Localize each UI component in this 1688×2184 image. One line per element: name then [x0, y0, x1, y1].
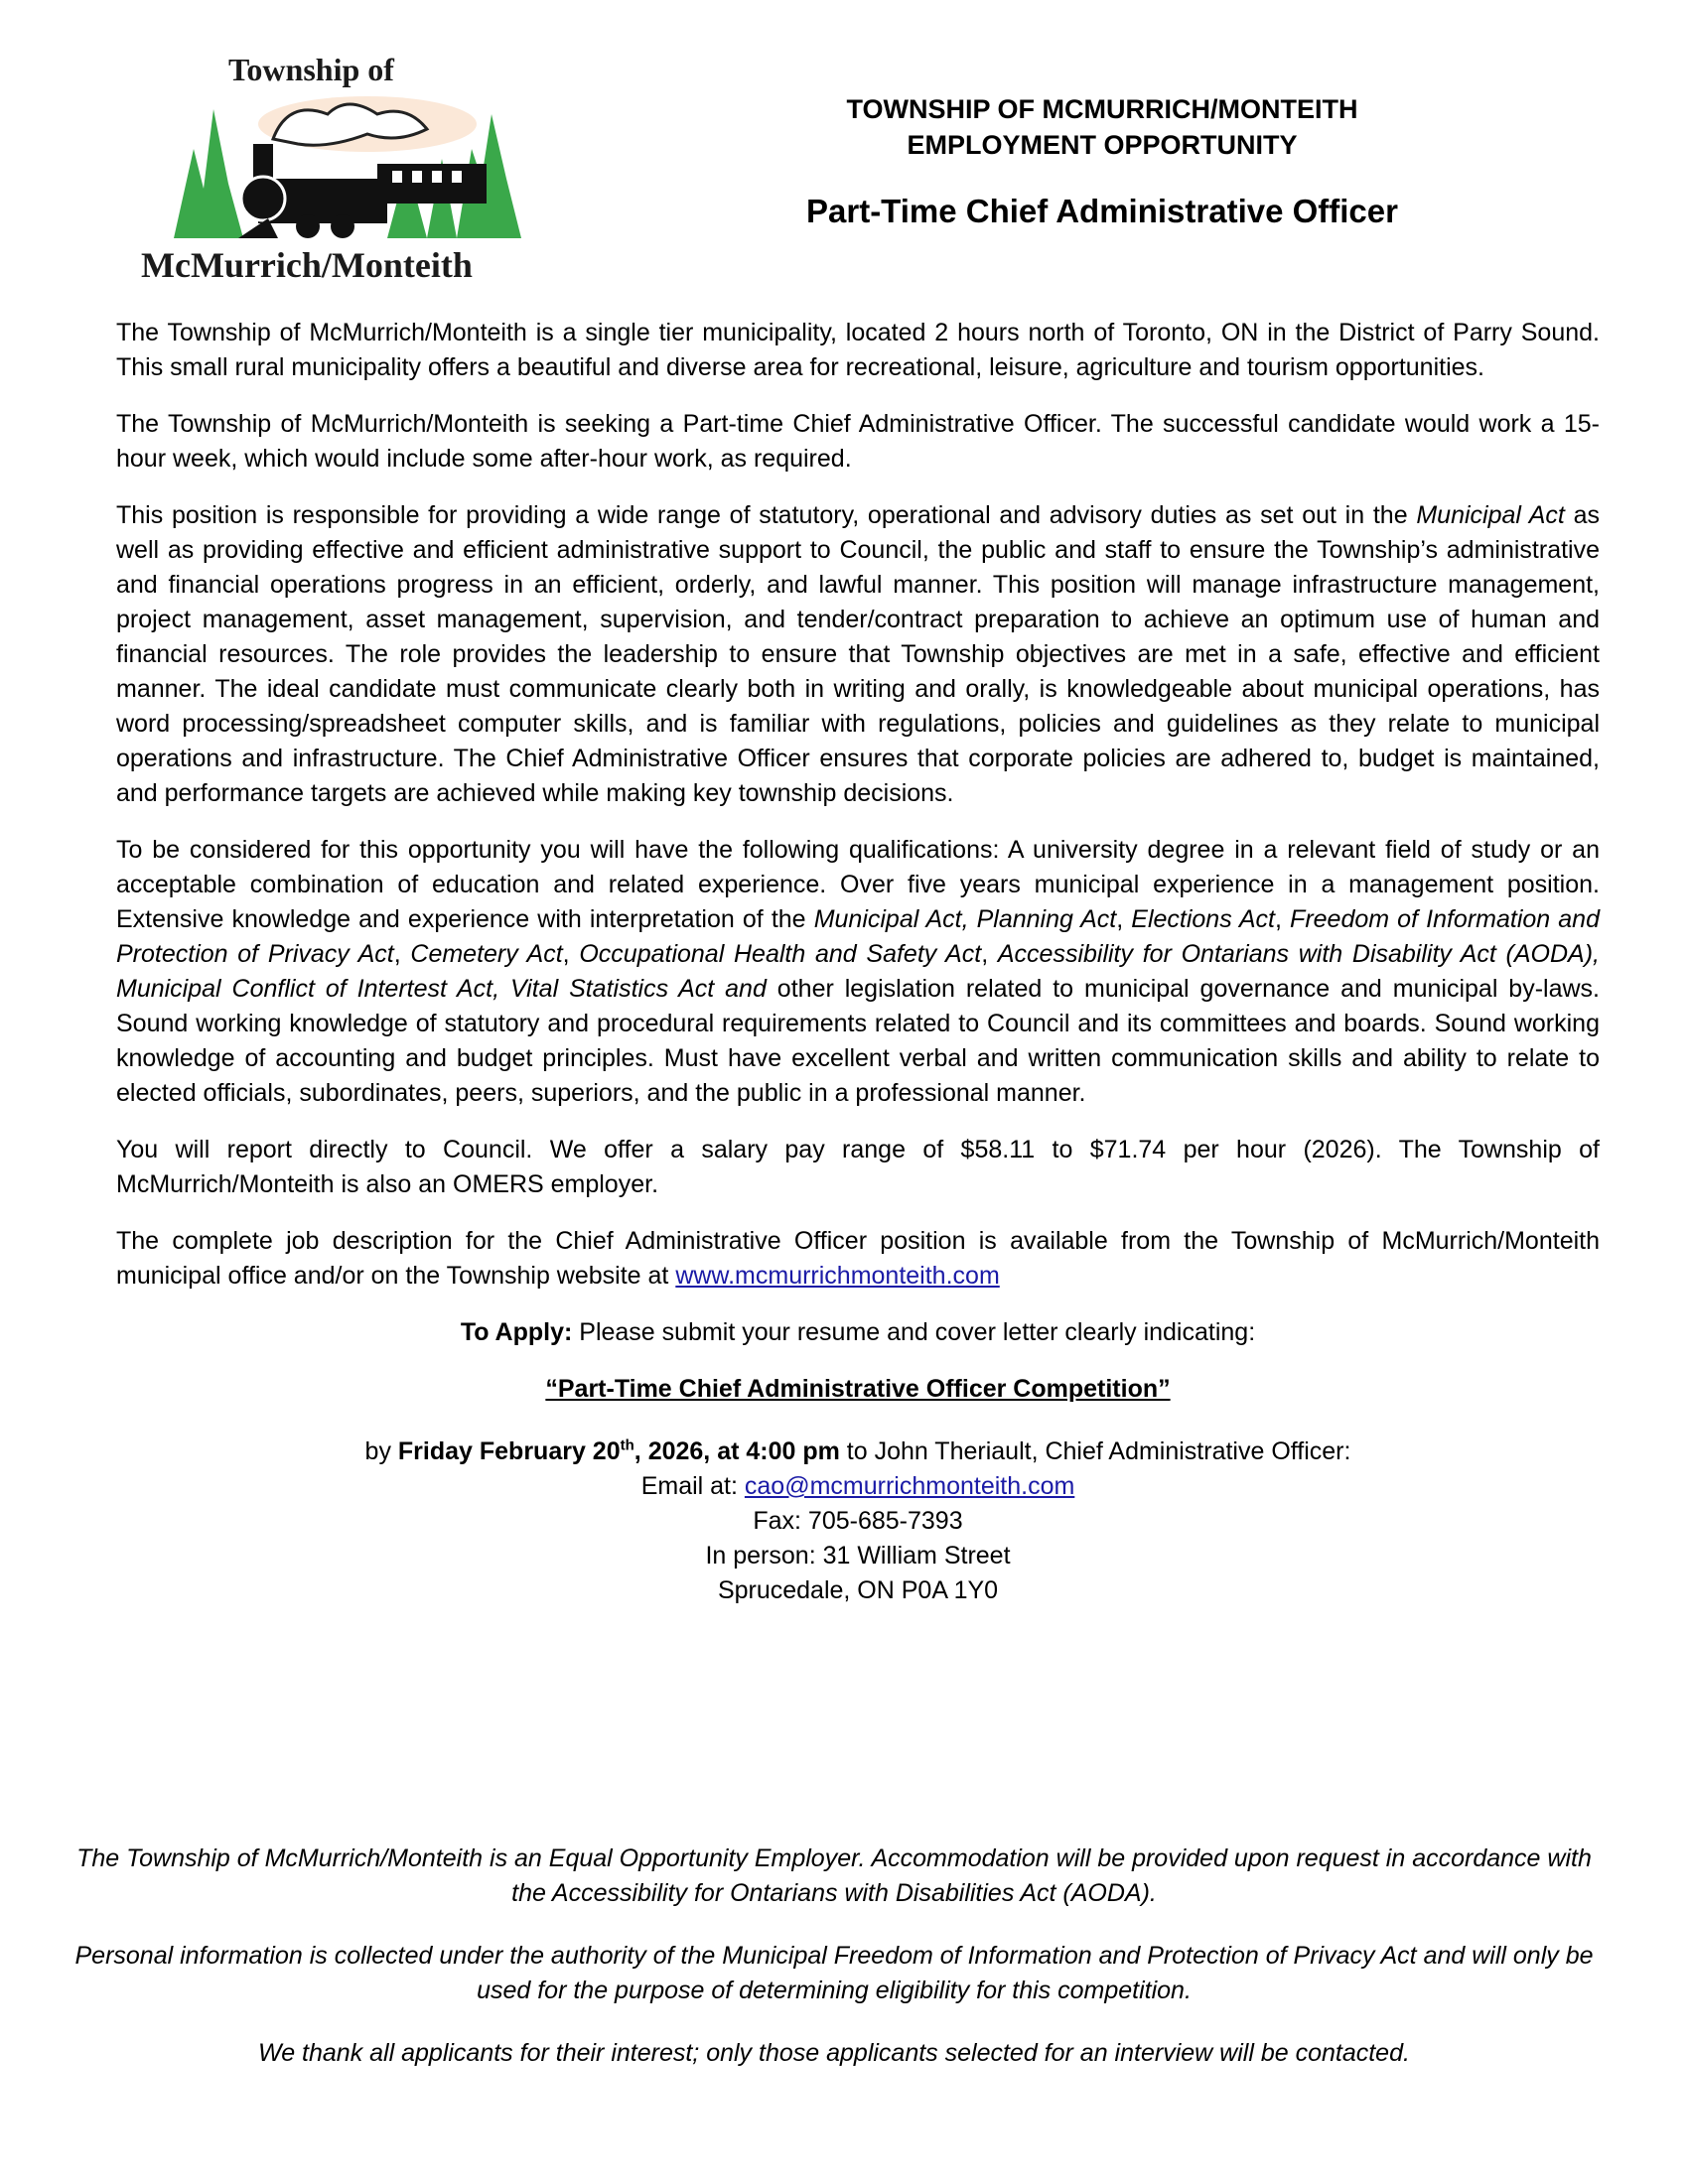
text: The complete job description for the Chief Administrative Officer position is available from the Township of McMurrich/Monteith municipal office and/or on the Township website at — [116, 1227, 1600, 1290]
deadline-time: , 2026, at 4:00 pm — [633, 1437, 840, 1465]
footer-notices — [60, 1842, 1609, 2099]
apply-label: To Apply: — [460, 1318, 573, 1346]
responsibilities-paragraph — [116, 498, 1600, 811]
email-link[interactable]: cao@mcmurrichmonteith.com — [744, 1472, 1075, 1500]
township-logo — [139, 50, 546, 293]
opportunity-label: EMPLOYMENT OPPORTUNITY — [907, 130, 1298, 160]
steam-train-icon — [169, 89, 526, 248]
text: This position is responsible for providing a wide range of statutory, operational and advisory duties as set out in the — [116, 501, 1417, 529]
job-title: Part-Time Chief Administrative Officer — [806, 193, 1398, 229]
fax-line: Fax: 705-685-7393 — [753, 1507, 963, 1535]
privacy-notice: Personal information is collected under the authority of the Municipal Freedom of Information and Protection of Privacy Act and will only be used for the purpose of determining eligibility for this competition. — [74, 1942, 1594, 2004]
position-paragraph: The Township of McMurrich/Monteith is seeking a Part-time Chief Administrative Officer. The successful candidate would work a 15-hour week, which would include some after-hour work, as required. — [116, 410, 1600, 473]
text: , — [393, 940, 411, 968]
ordinal: th — [620, 1436, 634, 1454]
intro-paragraph: The Township of McMurrich/Monteith is a single tier municipality, located 2 hours north of Toronto, ON in the District of Parry Sound. This small rural municipality offers a beautiful and diverse area for recreational, leisure, agriculture and tourism opportunities. — [116, 319, 1600, 381]
text: , — [1116, 905, 1132, 933]
deadline-date: Friday February 20 — [397, 1437, 621, 1465]
text: Please submit your resume and cover letter clearly indicating: — [572, 1318, 1256, 1346]
text: , — [1275, 905, 1291, 933]
qualifications-paragraph — [116, 833, 1600, 1111]
logo-top-text: Township of — [228, 52, 394, 87]
equal-opportunity-notice: The Township of McMurrich/Monteith is an Equal Opportunity Employer. Accommodation will be provided upon request in accordance with the Accessibility for Ontarians with Disabilities Act (AODA). — [76, 1844, 1592, 1907]
email-label: Email at: — [640, 1472, 745, 1500]
act-name: Elections Act — [1131, 905, 1275, 933]
text: other legislation related to municipal governance and municipal by-laws. Sound working knowledge of statutory and procedural requirements related to Council and its committees and boards. Sound working knowledge of accounting and budget principles. Must have excellent verbal and written communication skills and ability to relate to elected officials, subordinates, peers, superiors, and the public in a professional manner. — [116, 975, 1600, 1107]
logo-bottom-text: McMurrich/Monteith — [141, 245, 473, 285]
act-name: Municipal Act, Planning Act — [813, 905, 1117, 933]
act-name: Accessibility for Ontarians with Disability Act (AODA), Municipal Conflict of Intertest Act, Vital Statistics Act and — [116, 940, 1600, 1003]
website-link[interactable]: www.mcmurrichmonteith.com — [675, 1262, 1000, 1290]
job-description-paragraph — [116, 1224, 1600, 1294]
salary-paragraph: You will report directly to Council. We offer a salary pay range of $58.11 to $71.74 per hour (2026). The Township of McMurrich/Monteith is also an OMERS employer. — [116, 1136, 1600, 1198]
document-body — [116, 316, 1600, 1608]
text: , — [981, 940, 998, 968]
act-name: Freedom of Information and Protection of Privacy Act — [116, 905, 1600, 968]
competition-name: “Part-Time Chief Administrative Officer Competition” — [545, 1375, 1171, 1403]
email-line — [116, 1469, 1600, 1504]
act-name: Municipal Act — [1416, 501, 1565, 529]
org-name: TOWNSHIP OF MCMURRICH/MONTEITH — [846, 94, 1358, 124]
city-line: Sprucedale, ON P0A 1Y0 — [717, 1576, 999, 1604]
deadline-line — [116, 1434, 1600, 1469]
text: , — [562, 940, 580, 968]
apply-instructions — [116, 1315, 1600, 1350]
act-name: Cemetery Act — [410, 940, 563, 968]
document-header — [695, 91, 1509, 230]
text: to John Theriault, Chief Administrative Officer: — [839, 1437, 1351, 1465]
address-line: In person: 31 William Street — [705, 1542, 1011, 1570]
text: by — [364, 1437, 398, 1465]
contact-block — [116, 1434, 1600, 1608]
act-name: Occupational Health and Safety Act — [579, 940, 982, 968]
thanks-notice: We thank all applicants for their interest; only those applicants selected for an interview will be contacted. — [258, 2039, 1410, 2067]
text: as well as providing effective and efficient administrative support to Council, the public and staff to ensure the Township’s administrative and financial operations progress in an efficient, orderly, and lawful manner. This position will manage infrastructure management, project management, asset management, supervision, and tender/contract preparation to achieve an optimum use of human and financial resources. The role provides the leadership to ensure that Township objectives are met in a safe, effective and efficient manner. The ideal candidate must communicate clearly both in writing and orally, is knowledgeable about municipal operations, has word processing/spreadsheet computer skills, and is familiar with regulations, policies and guidelines as they relate to municipal operations and infrastructure. The Chief Administrative Officer ensures that corporate policies are adhered to, budget is maintained, and performance targets are achieved while making key township decisions. — [116, 501, 1600, 807]
text: To be considered for this opportunity you will have the following qualifications: A university degree in a relevant field of study or an acceptable combination of education and related experience. Over five years municipal experience in a management position. Extensive knowledge and experience with interpretation of the — [116, 836, 1600, 933]
